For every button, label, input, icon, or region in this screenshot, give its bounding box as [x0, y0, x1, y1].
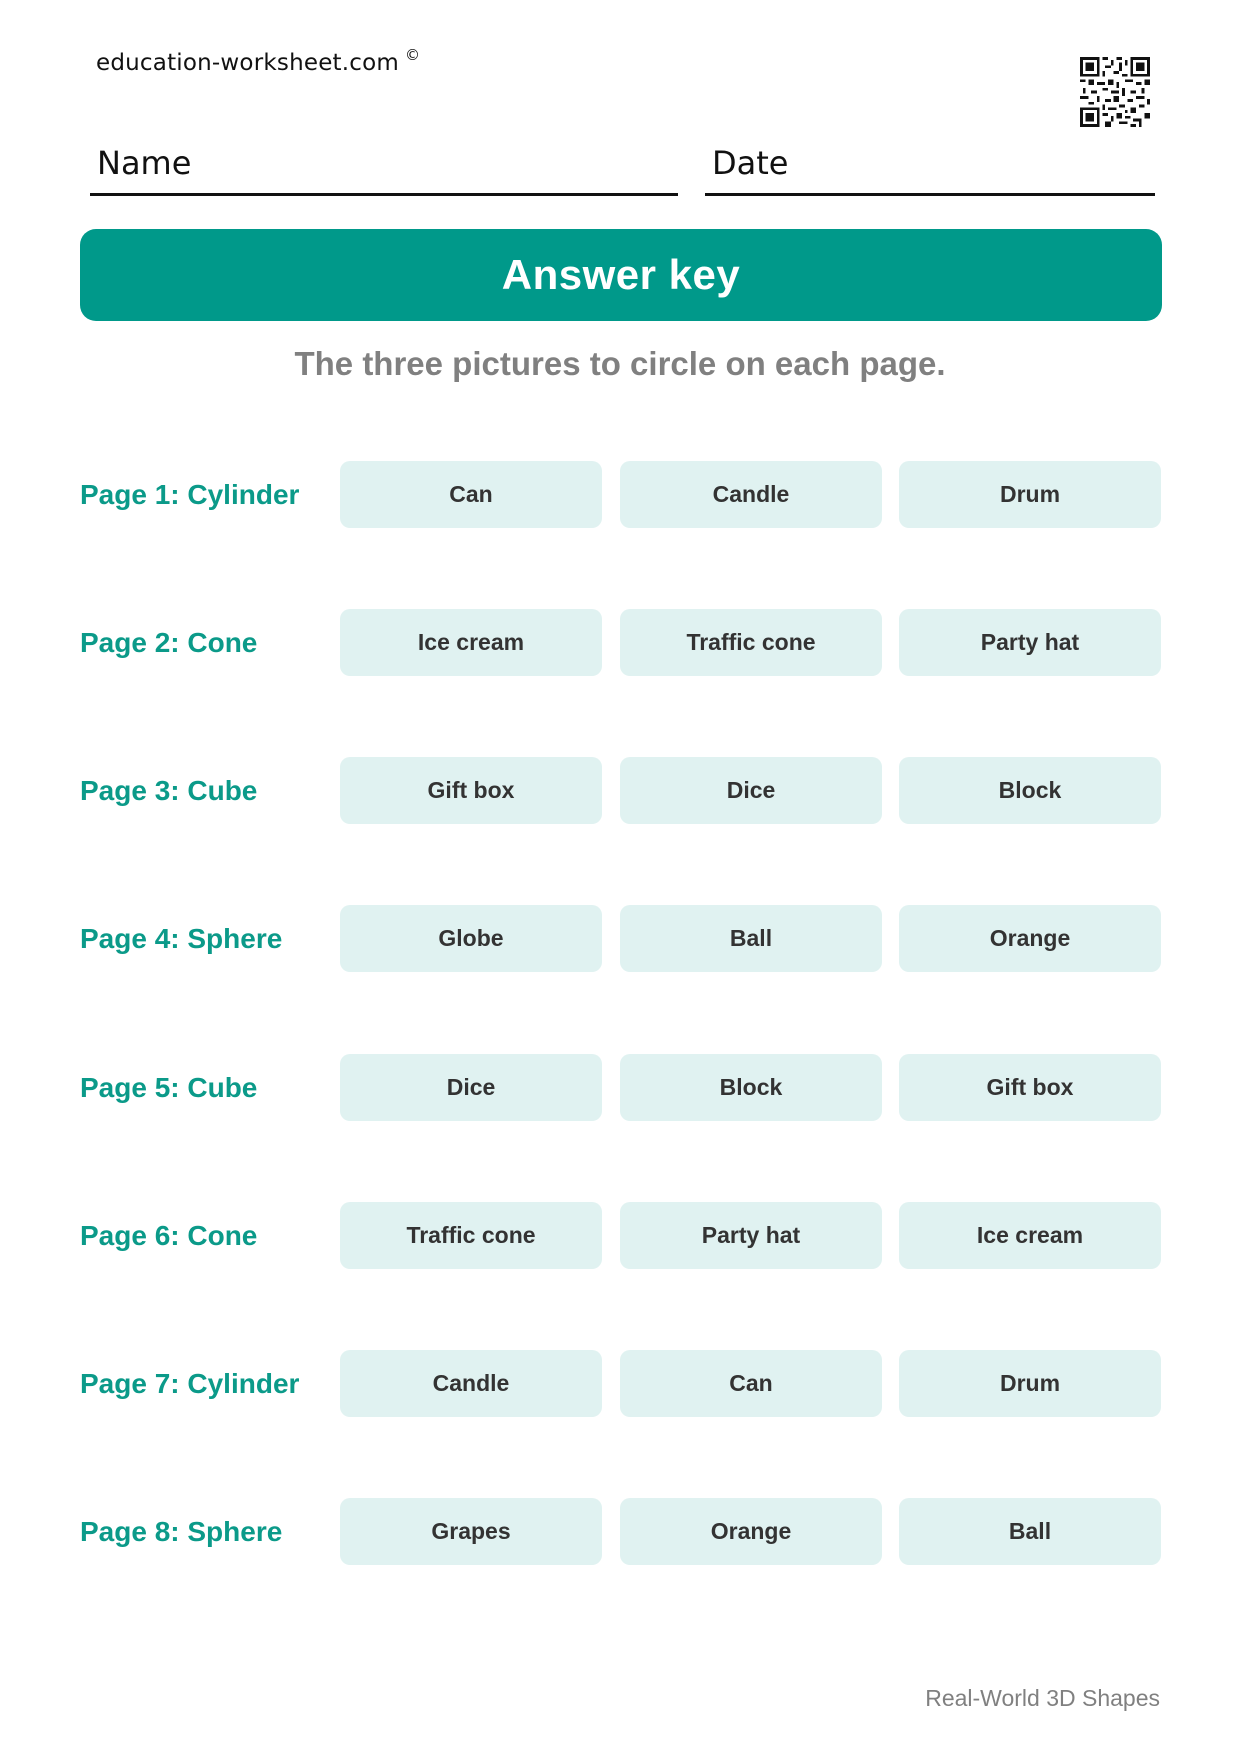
answer-item: Orange [620, 1498, 882, 1565]
answer-item: Candle [620, 461, 882, 528]
name-label: Name [97, 144, 192, 182]
row-label: Page 8: Sphere [80, 1516, 283, 1547]
answer-item: Traffic cone [340, 1202, 602, 1269]
date-field[interactable] [705, 140, 1155, 196]
answer-item: Block [620, 1054, 882, 1121]
row-label: Page 6: Cone [80, 1220, 258, 1251]
answer-item: Traffic cone [620, 609, 882, 676]
answer-item: Candle [340, 1350, 602, 1417]
answer-row-page-3 [80, 757, 1162, 824]
answer-item: Ice cream [899, 1202, 1161, 1269]
answer-item: Block [899, 757, 1161, 824]
site-name [96, 46, 420, 76]
answer-item: Orange [899, 905, 1161, 972]
answer-item: Ice cream [340, 609, 602, 676]
answer-item: Drum [899, 1350, 1161, 1417]
answer-item: Can [620, 1350, 882, 1417]
answer-item: Globe [340, 905, 602, 972]
answer-item: Dice [340, 1054, 602, 1121]
banner-title: Answer key [501, 251, 741, 298]
row-label: Page 2: Cone [80, 627, 258, 658]
answer-row-page-8 [80, 1498, 1162, 1565]
qr-code-icon [1080, 57, 1150, 127]
answer-item: Drum [899, 461, 1161, 528]
row-label: Page 7: Cylinder [80, 1368, 300, 1399]
copyright-symbol: © [405, 46, 421, 64]
answer-row-page-6 [80, 1202, 1162, 1269]
row-label: Page 5: Cube [80, 1072, 258, 1103]
answer-item: Ball [899, 1498, 1161, 1565]
row-label: Page 3: Cube [80, 775, 258, 806]
site-url: education-worksheet.com [96, 50, 399, 76]
name-field[interactable] [90, 140, 678, 196]
answer-row-page-5 [80, 1054, 1162, 1121]
answer-key-banner [80, 229, 1162, 321]
answer-item: Party hat [620, 1202, 882, 1269]
answer-row-page-2 [80, 609, 1162, 676]
footer-title: Real-World 3D Shapes [925, 1685, 1160, 1711]
row-label: Page 4: Sphere [80, 923, 283, 954]
date-label: Date [712, 144, 789, 182]
answer-row-page-1 [80, 461, 1162, 528]
answer-item: Can [340, 461, 602, 528]
answer-item: Grapes [340, 1498, 602, 1565]
row-label: Page 1: Cylinder [80, 479, 300, 510]
instructions: The three pictures to circle on each page. [294, 345, 946, 382]
answer-row-page-4 [80, 905, 1162, 972]
answer-item: Dice [620, 757, 882, 824]
answer-row-page-7 [80, 1350, 1162, 1417]
answer-item: Gift box [340, 757, 602, 824]
answer-item: Party hat [899, 609, 1161, 676]
answer-item: Ball [620, 905, 882, 972]
answer-item: Gift box [899, 1054, 1161, 1121]
